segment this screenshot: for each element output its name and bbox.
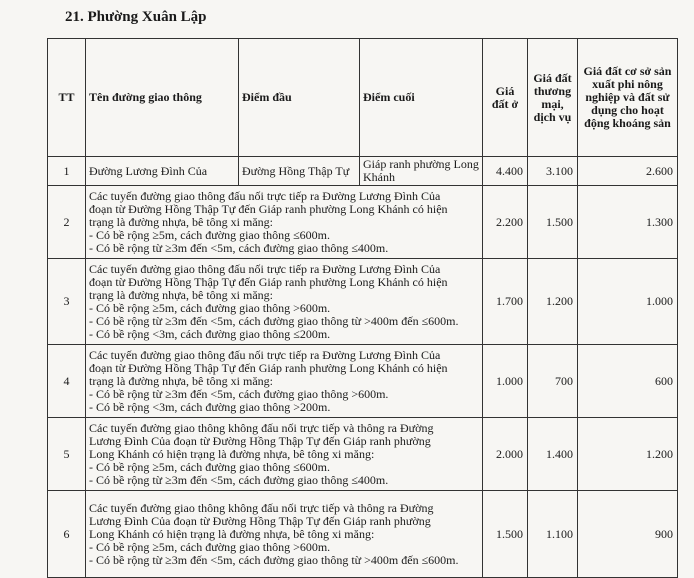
description-line: - Có bề rộng <3m, cách đường giao thông >200m.: [89, 399, 331, 414]
commercial-price: 3.100: [528, 157, 578, 186]
road-description: [86, 259, 483, 345]
residential-price: 2.000: [483, 418, 528, 491]
description-line: đoạn từ Đường Hồng Thập Tự đến Giáp ranh phường Long Khánh có hiện: [89, 360, 448, 375]
row-number: 2: [48, 186, 86, 259]
residential-price: 4.400: [483, 157, 528, 186]
row-number: 6: [48, 491, 86, 578]
description-line: Các tuyến đường giao thông không đấu nối trực tiếp và thông ra Đường: [89, 420, 434, 435]
header-residential-price: Giá đất ở: [483, 39, 528, 157]
row-number: 5: [48, 418, 86, 491]
description-line: - Có bề rộng từ ≥3m đến <5m, cách đường giao thông từ >400m đến ≤600m.: [89, 313, 459, 328]
road-description: [86, 186, 483, 259]
description-line: trạng là đường nhựa, bê tông xi măng:: [89, 287, 273, 302]
description-line: - Có bề rộng <3m, cách đường giao thông ≤200m.: [89, 326, 331, 341]
road-name: Đường Lương Đình Của: [86, 157, 239, 186]
description-line: - Có bề rộng từ ≥3m đến <5m, cách đường giao thông từ >400m đến ≤600m.: [89, 552, 459, 567]
description-line: Long Khánh có hiện trạng là đường nhựa, bê tông xi măng:: [89, 446, 375, 461]
description-line: Lương Đình Của đoạn từ Đường Hồng Thập Tự đến Giáp ranh phường: [89, 433, 431, 448]
description-line: Long Khánh có hiện trạng là đường nhựa, bê tông xi măng:: [89, 526, 375, 541]
header-end-point: Điểm cuối: [360, 39, 483, 157]
header-tt: TT: [48, 39, 86, 157]
row-number: 3: [48, 259, 86, 345]
description-line: - Có bề rộng ≥5m, cách đường giao thông ≤600m.: [89, 227, 330, 242]
road-description: [86, 491, 483, 578]
road-description: [86, 418, 483, 491]
residential-price: 1.500: [483, 491, 528, 578]
table-row: [48, 418, 678, 491]
production-price: 1.000: [578, 259, 678, 345]
commercial-price: 1.500: [528, 186, 578, 259]
commercial-price: 1.400: [528, 418, 578, 491]
residential-price: 1.000: [483, 345, 528, 418]
header-production-price: Giá đất cơ sở sản xuất phi nông nghiệp và đất sử dụng cho hoạt động khoáng sản: [578, 39, 678, 157]
description-line: trạng là đường nhựa, bê tông xi măng:: [89, 214, 273, 229]
description-line: - Có bề rộng từ ≥3m đến <5m, cách đường giao thông >600m.: [89, 386, 389, 401]
production-price: 2.600: [578, 157, 678, 186]
production-price: 600: [578, 345, 678, 418]
production-price: 900: [578, 491, 678, 578]
description-line: Các tuyến đường giao thông đấu nối trực tiếp ra Đường Lương Đình Của: [89, 261, 441, 276]
table-row: [48, 186, 678, 259]
description-line: Các tuyến đường giao thông không đấu nối trực tiếp và thông ra Đường: [89, 500, 434, 515]
header-road-name: Tên đường giao thông: [86, 39, 239, 157]
description-line: - Có bề rộng từ ≥3m đến <5m, cách đường giao thông ≤400m.: [89, 240, 389, 255]
residential-price: 1.700: [483, 259, 528, 345]
description-line: - Có bề rộng ≥5m, cách đường giao thông >600m.: [89, 300, 331, 315]
description-line: - Có bề rộng từ ≥3m đến <5m, cách đường giao thông ≤400m.: [89, 472, 389, 487]
land-price-table: [47, 38, 678, 578]
section-title: 21. Phường Xuân Lập: [65, 9, 207, 25]
commercial-price: 700: [528, 345, 578, 418]
production-price: 1.300: [578, 186, 678, 259]
description-line: Các tuyến đường giao thông đấu nối trực tiếp ra Đường Lương Đình Của: [89, 188, 441, 203]
description-line: đoạn từ Đường Hồng Thập Tự đến Giáp ranh phường Long Khánh có hiện: [89, 274, 448, 289]
production-price: 1.200: [578, 418, 678, 491]
commercial-price: 1.100: [528, 491, 578, 578]
description-line: - Có bề rộng ≥5m, cách đường giao thông ≤600m.: [89, 459, 330, 474]
table-row: [48, 259, 678, 345]
row-number: 4: [48, 345, 86, 418]
table-header-row: [48, 39, 678, 157]
header-commercial-price: Giá đất thương mại, dịch vụ: [528, 39, 578, 157]
description-line: đoạn từ Đường Hồng Thập Tự đến Giáp ranh phường Long Khánh có hiện: [89, 201, 448, 216]
row-number: 1: [48, 157, 86, 186]
description-line: trạng là đường nhựa, bê tông xi măng:: [89, 373, 273, 388]
table-row: [48, 157, 678, 186]
description-line: Lương Đình Của đoạn từ Đường Hồng Thập Tự đến Giáp ranh phường: [89, 513, 431, 528]
road-description: [86, 345, 483, 418]
table-row: [48, 491, 678, 578]
start-point: Đường Hồng Thập Tự: [239, 157, 360, 186]
residential-price: 2.200: [483, 186, 528, 259]
description-line: - Có bề rộng ≥5m, cách đường giao thông >600m.: [89, 539, 331, 554]
header-start-point: Điểm đầu: [239, 39, 360, 157]
table-row: [48, 345, 678, 418]
description-line: Các tuyến đường giao thông đấu nối trực tiếp ra Đường Lương Đình Của: [89, 347, 441, 362]
end-point: Giáp ranh phường Long Khánh: [360, 157, 483, 186]
commercial-price: 1.200: [528, 259, 578, 345]
